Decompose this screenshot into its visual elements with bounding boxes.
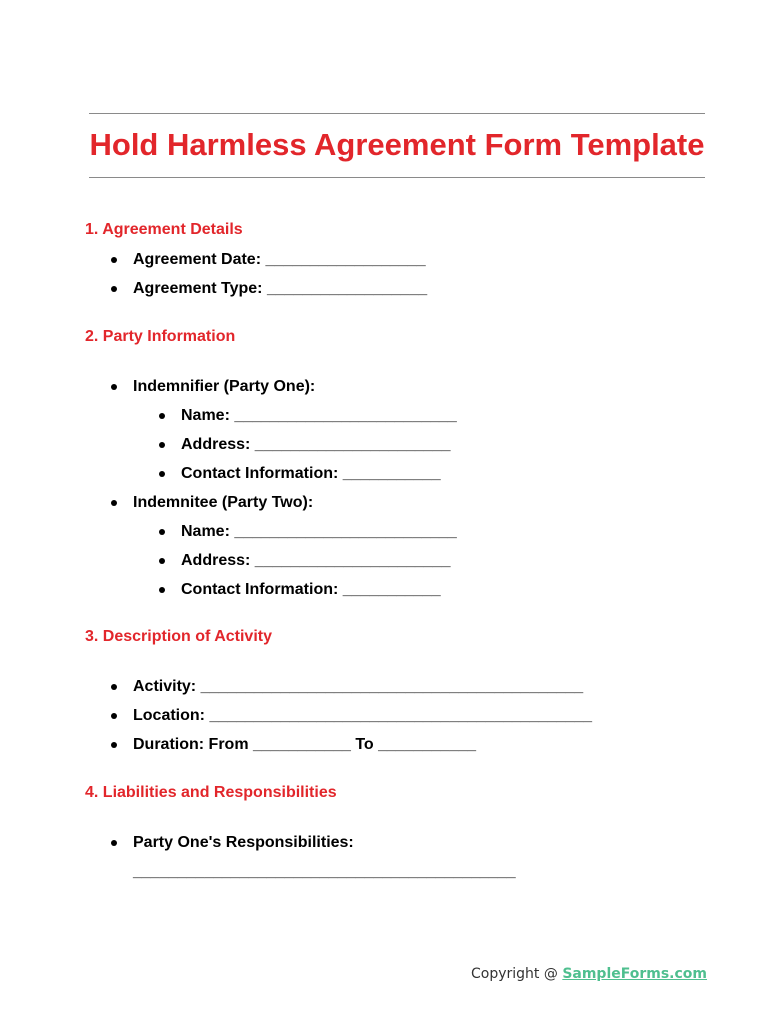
field-party-one-contact[interactable] bbox=[181, 464, 441, 484]
field-label: Name: _________________________ bbox=[181, 407, 457, 424]
field-party-two-name[interactable] bbox=[181, 522, 457, 542]
field-party-one-address[interactable] bbox=[181, 435, 451, 455]
field-party-one-responsibilities-line[interactable] bbox=[133, 862, 516, 882]
field-label: Agreement Date: __________________ bbox=[133, 251, 426, 268]
bullet-icon bbox=[111, 257, 117, 263]
field-party-one-name[interactable] bbox=[181, 406, 457, 426]
bullet-icon bbox=[111, 840, 117, 846]
bullet-icon bbox=[159, 558, 165, 564]
field-agreement-date[interactable] bbox=[133, 250, 426, 270]
field-party-two-address[interactable] bbox=[181, 551, 451, 571]
sampleforms-link[interactable]: SampleForms.com bbox=[562, 966, 708, 982]
bullet-icon bbox=[111, 500, 117, 506]
bullet-icon bbox=[159, 529, 165, 535]
title-bottom-divider bbox=[89, 177, 705, 178]
bullet-icon bbox=[111, 713, 117, 719]
bullet-icon bbox=[159, 471, 165, 477]
field-label: Duration: From ___________ To ___________ bbox=[133, 736, 477, 753]
field-party-one-responsibilities[interactable] bbox=[133, 833, 354, 853]
field-party-two-contact[interactable] bbox=[181, 580, 441, 600]
field-label: Location: ___________________________________________ bbox=[133, 707, 593, 724]
bullet-icon bbox=[111, 684, 117, 690]
section-heading-party-information: 2. Party Information bbox=[85, 328, 236, 345]
field-label: Contact Information: ___________ bbox=[181, 465, 441, 482]
party-label: Indemnitee (Party Two): bbox=[133, 494, 314, 511]
title-top-divider bbox=[89, 113, 705, 114]
field-label: Address: ______________________ bbox=[181, 436, 451, 453]
party-label: Indemnifier (Party One): bbox=[133, 378, 316, 395]
bullet-icon bbox=[159, 413, 165, 419]
party-one-heading bbox=[133, 377, 315, 397]
bullet-icon bbox=[159, 587, 165, 593]
bullet-icon bbox=[111, 742, 117, 748]
field-label: Address: ______________________ bbox=[181, 552, 451, 569]
field-label: Party One's Responsibilities: bbox=[133, 834, 354, 851]
copyright-footer bbox=[471, 966, 707, 982]
bullet-icon bbox=[159, 442, 165, 448]
section-heading-agreement-details: 1. Agreement Details bbox=[85, 221, 243, 238]
field-duration[interactable] bbox=[133, 735, 476, 755]
party-two-heading bbox=[133, 493, 313, 513]
field-activity[interactable] bbox=[133, 677, 583, 697]
field-location[interactable] bbox=[133, 706, 592, 726]
field-blank-line: ___________________________________________ bbox=[133, 863, 516, 880]
page-title: Hold Harmless Agreement Form Template bbox=[89, 127, 705, 162]
section-heading-description-of-activity: 3. Description of Activity bbox=[85, 628, 272, 645]
field-label: Name: _________________________ bbox=[181, 523, 457, 540]
field-label: Activity: ___________________________________________ bbox=[133, 678, 584, 695]
copyright-text: Copyright @ bbox=[471, 966, 563, 982]
bullet-icon bbox=[111, 384, 117, 390]
field-agreement-type[interactable] bbox=[133, 279, 427, 299]
section-heading-liabilities: 4. Liabilities and Responsibilities bbox=[85, 784, 337, 801]
bullet-icon bbox=[111, 286, 117, 292]
field-label: Agreement Type: __________________ bbox=[133, 280, 428, 297]
field-label: Contact Information: ___________ bbox=[181, 581, 441, 598]
